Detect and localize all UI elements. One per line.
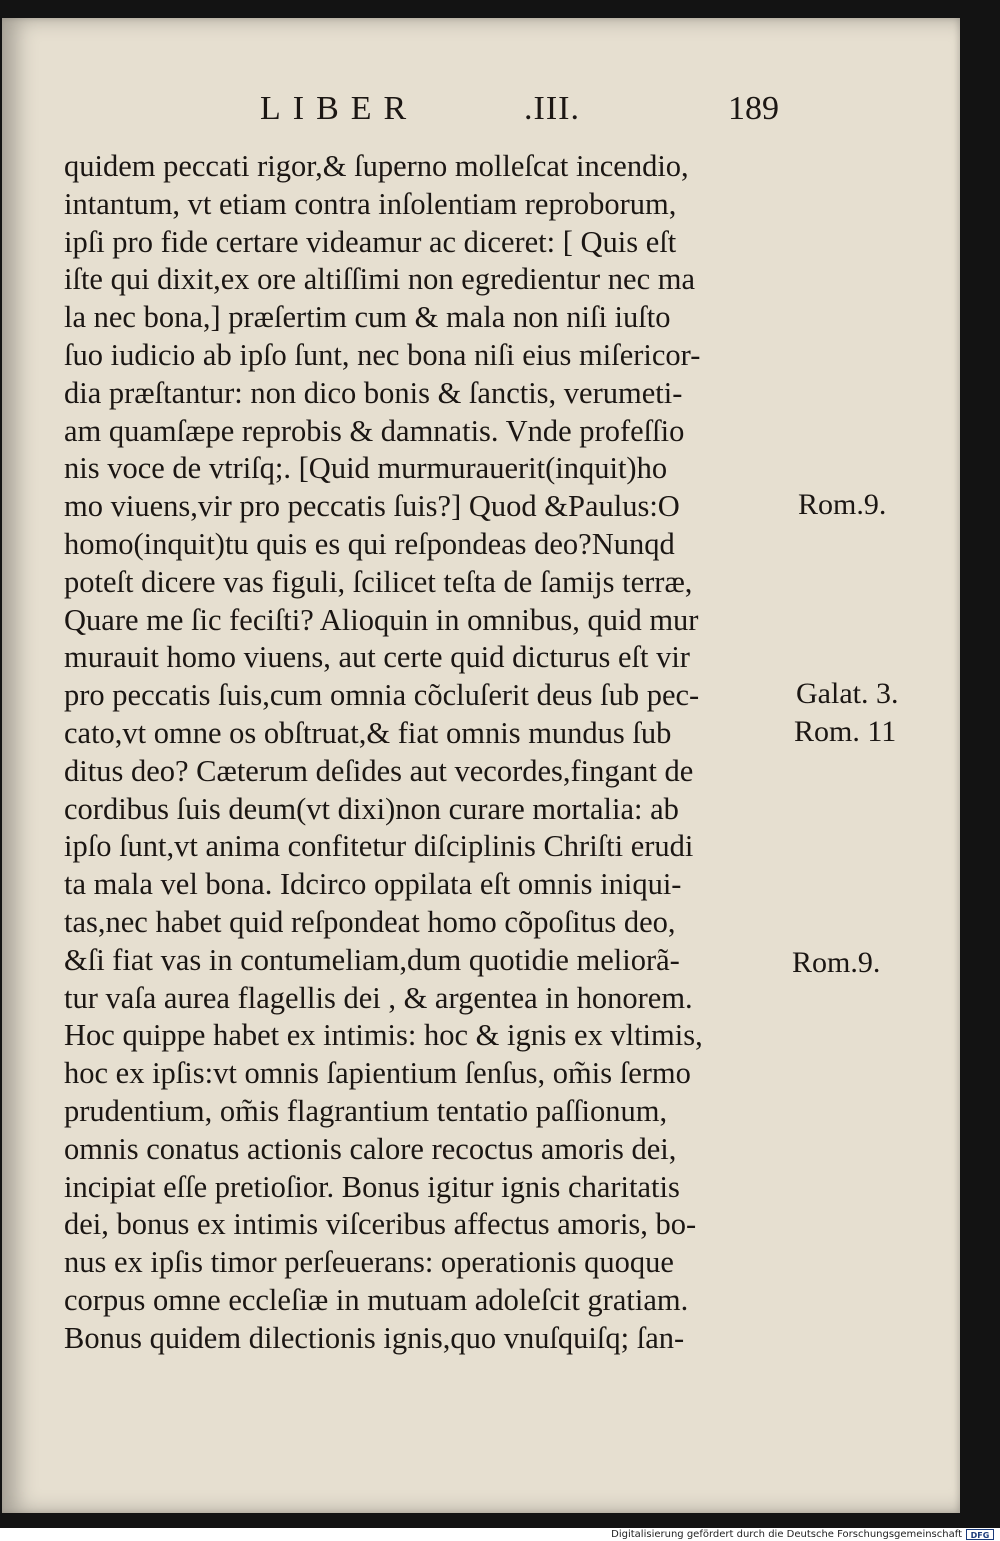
text-line: nis voce de vtriſq;. [Quid murmurauerit(inquit)ho bbox=[64, 451, 668, 486]
text-line: mo viuens,vir pro peccatis ſuis?] Quod &Paulus:O bbox=[64, 489, 680, 524]
text-line: prudentium, om̃is flagrantium tentatio paſſionum, bbox=[64, 1093, 668, 1128]
text-line: &ſi fiat vas in contumeliam,dum quotidie meliorã- bbox=[64, 942, 680, 977]
text-line: pro peccatis ſuis,cum omnia cõcluſerit deus ſub pec- bbox=[64, 678, 700, 713]
running-head: LIBER bbox=[260, 90, 419, 127]
text-line: omnis conatus actionis calore recoctus amoris dei, bbox=[64, 1131, 677, 1166]
main-text-block bbox=[64, 148, 784, 1358]
page-number: 189 bbox=[728, 90, 779, 127]
digitization-footer bbox=[0, 1528, 1000, 1541]
text-line: cato,vt omne os obſtruat,& fiat omnis mundus ſub bbox=[64, 715, 672, 750]
marginal-notes bbox=[792, 18, 962, 1513]
text-line: tur vaſa aurea flagellis dei , & argentea in honorem. bbox=[64, 980, 693, 1015]
text-line: ta mala vel bona. Idcirco oppilata eſt omnis iniqui- bbox=[64, 867, 682, 902]
text-line: Bonus quidem dilectionis ignis,quo vnuſquiſq; ſan- bbox=[64, 1320, 685, 1355]
text-line: homo(inquit)tu quis es qui reſpondeas deo?Nunqd bbox=[64, 526, 675, 561]
text-line: cordibus ſuis deum(vt dixi)non curare mortalia: ab bbox=[64, 791, 679, 826]
marginal-note-rom-9-second: Rom.9. bbox=[792, 946, 881, 979]
text-line: Hoc quippe habet ex intimis: hoc & ignis ex vltimis, bbox=[64, 1018, 703, 1053]
text-line: intantum, vt etiam contra inſolentiam reproborum, bbox=[64, 186, 677, 221]
text-line: am quamſæpe reprobis & damnatis. Vnde profeſſio bbox=[64, 413, 685, 448]
text-line: dia præſtantur: non dico bonis & ſanctis, verumeti- bbox=[64, 375, 683, 410]
text-line: iſte qui dixit,ex ore altiſſimi non egredientur nec ma bbox=[64, 262, 695, 297]
text-line: Quare me ſic feciſti? Alioquin in omnibus, quid mur bbox=[64, 602, 699, 637]
text-line: poteſt dicere vas figuli, ſcilicet teſta de ſamijs terræ, bbox=[64, 564, 693, 599]
text-line: nus ex ipſis timor perſeuerans: operationis quoque bbox=[64, 1245, 674, 1280]
text-line: tas,nec habet quid reſpondeat homo cõpoſitus deo, bbox=[64, 904, 676, 939]
text-line: ipſi pro fide certare videamur ac diceret: [ Quis eſt bbox=[64, 224, 677, 259]
text-line: ditus deo? Cæterum deſides aut vecordes,fingant de bbox=[64, 753, 694, 788]
marginal-note-galat-3: Galat. 3. bbox=[796, 677, 899, 710]
text-line: corpus omne eccleſiæ in mutuam adoleſcit gratiam. bbox=[64, 1282, 689, 1317]
text-line: murauit homo viuens, aut certe quid dicturus eſt vir bbox=[64, 640, 690, 675]
text-line: dei, bonus ex intimis viſceribus affectus amoris, bo- bbox=[64, 1207, 697, 1242]
text-line: la nec bona,] præſertim cum & mala non niſi iuſto bbox=[64, 300, 671, 335]
funding-credit: Digitalisierung gefördert durch die Deutsche Forschungsgemeinschaft bbox=[611, 1529, 962, 1540]
book-number: .III. bbox=[524, 90, 580, 127]
text-line: incipiat eſſe pretioſior. Bonus igitur ignis charitatis bbox=[64, 1169, 680, 1204]
marginal-note-rom-9: Rom.9. bbox=[798, 488, 887, 521]
book-page bbox=[2, 18, 960, 1513]
marginal-note-rom-11: Rom. 11 bbox=[794, 715, 897, 748]
text-line: quidem peccati rigor,& ſuperno molleſcat incendio, bbox=[64, 149, 689, 183]
text-line: ſuo iudicio ab ipſo ſunt, nec bona niſi eius miſericor- bbox=[64, 337, 701, 372]
text-line: hoc ex ipſis:vt omnis ſapientium ſenſus, om̃is ſermo bbox=[64, 1056, 691, 1091]
dfg-logo-icon: DFG bbox=[966, 1529, 994, 1540]
text-line: ipſo ſunt,vt anima confitetur diſciplinis Chriſti erudi bbox=[64, 829, 694, 864]
